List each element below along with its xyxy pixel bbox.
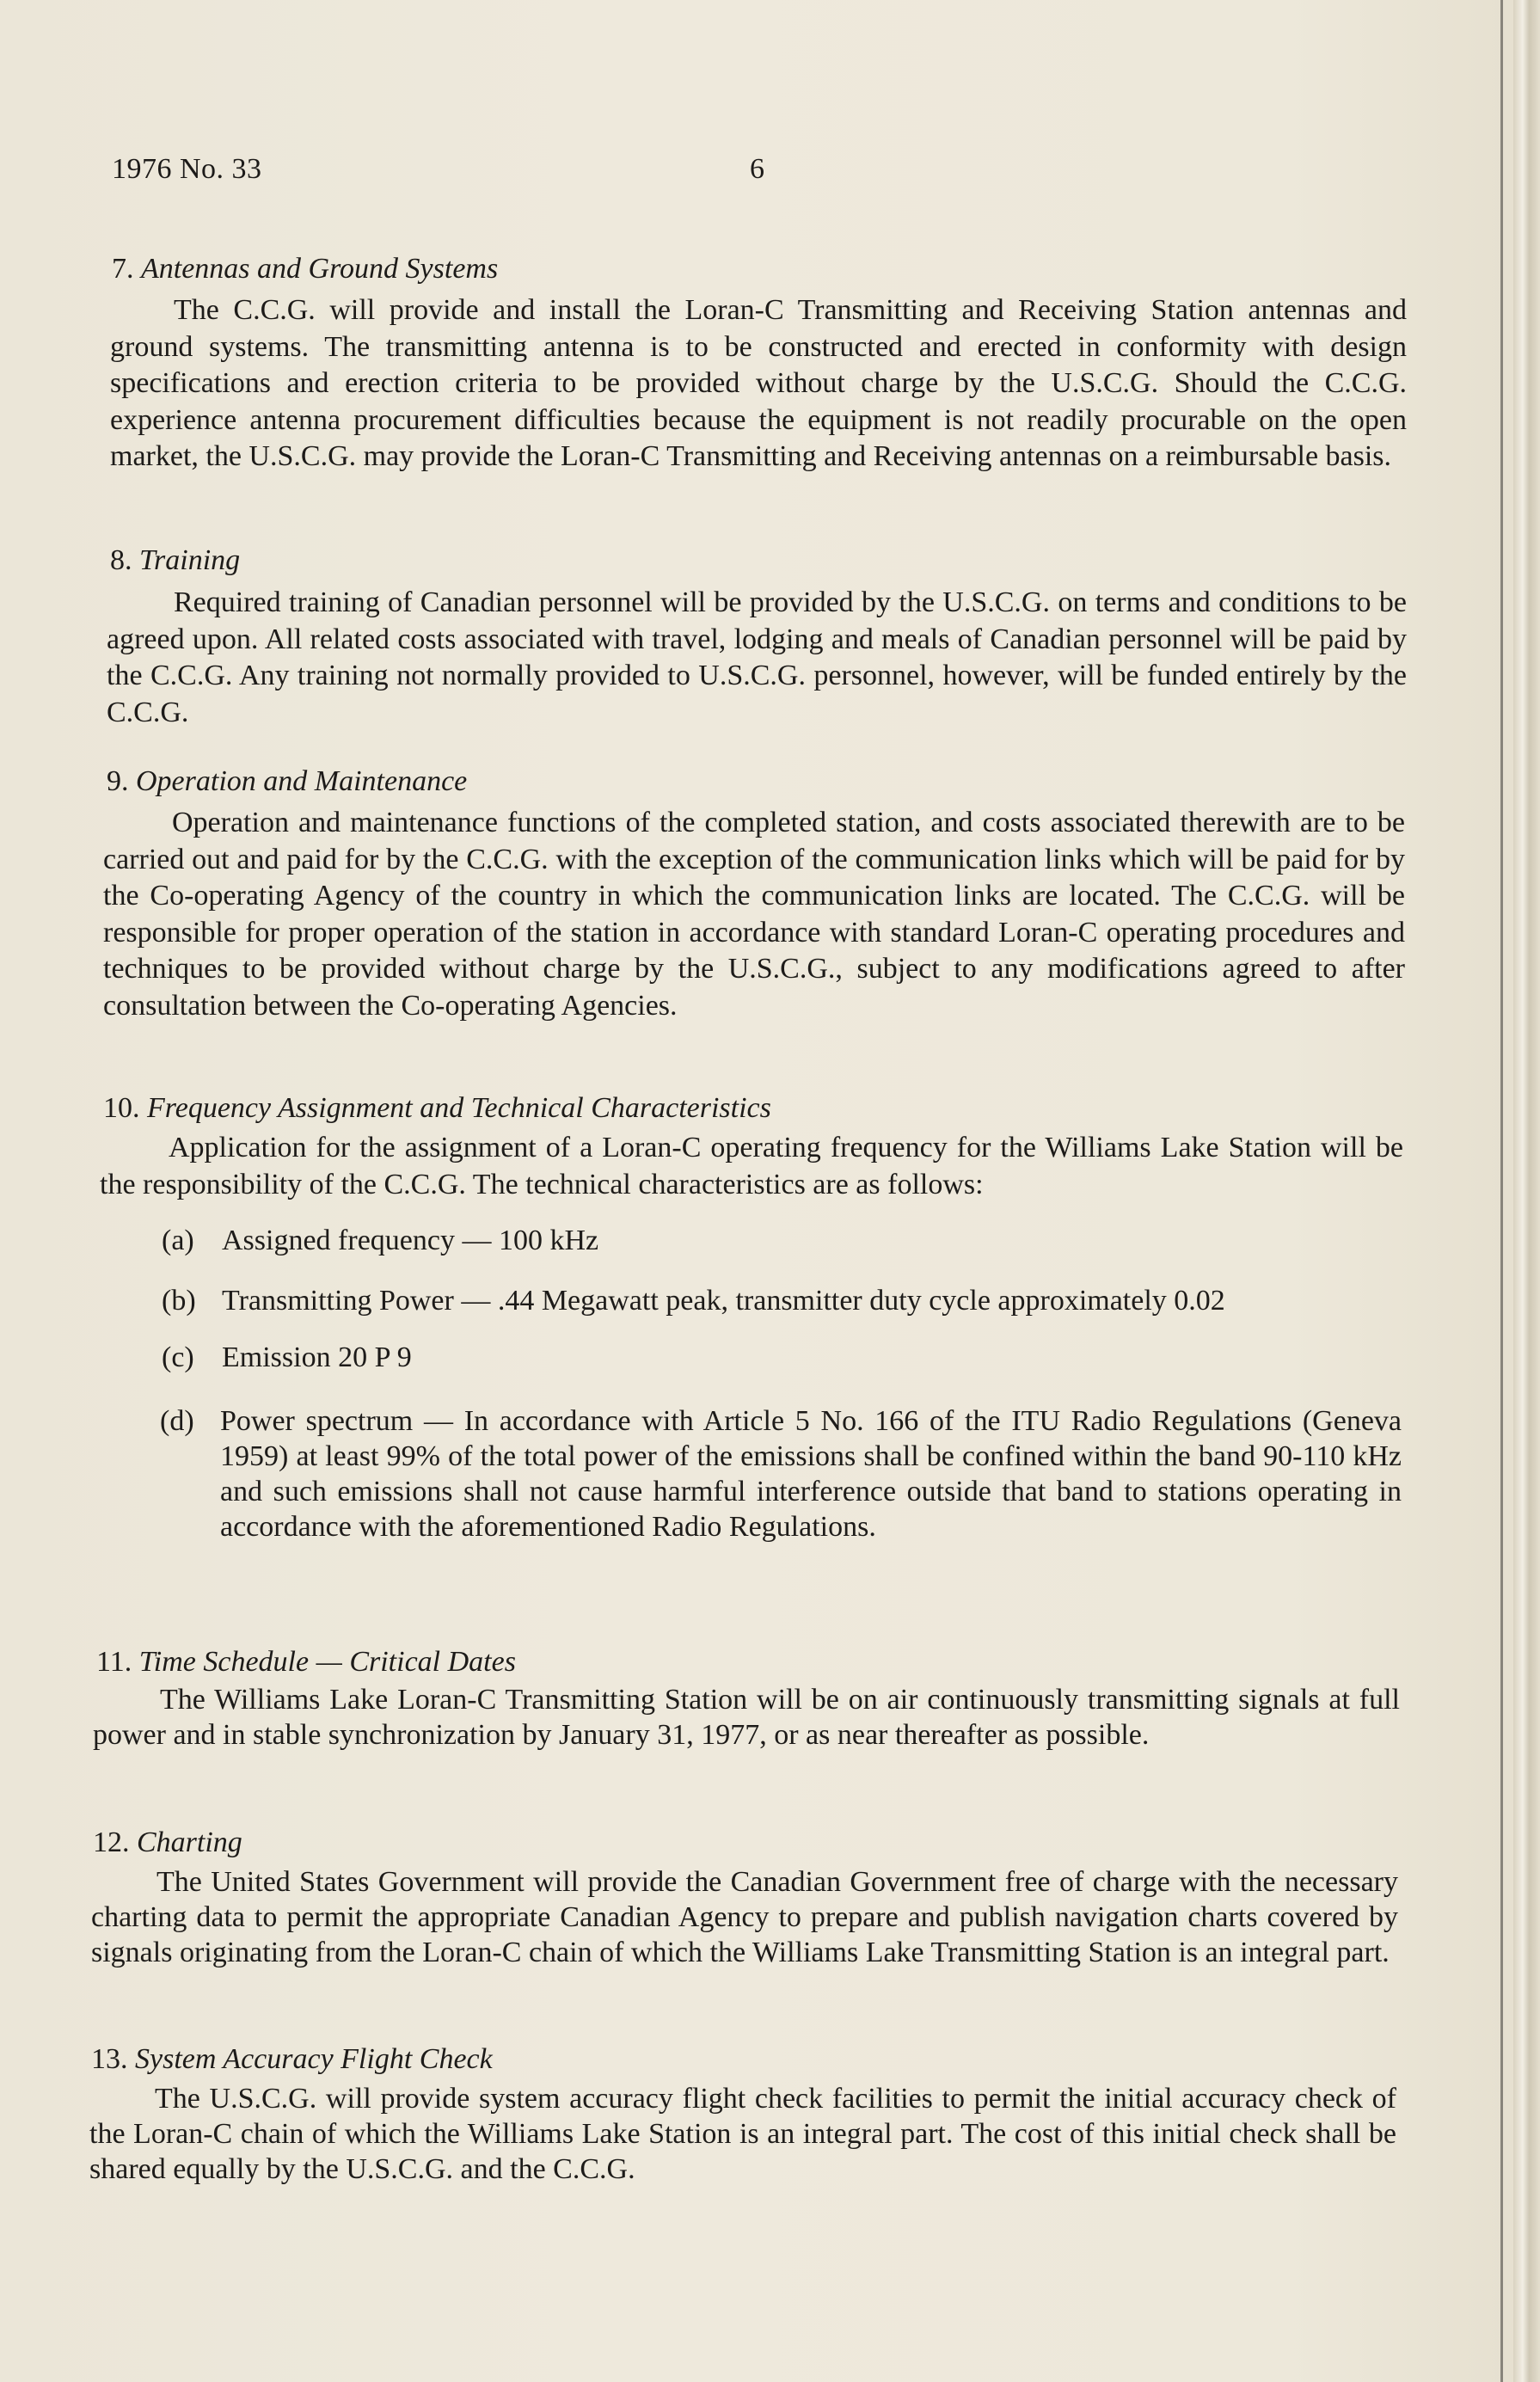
section-number: 13. — [91, 2043, 128, 2075]
binding-shadow — [1500, 0, 1503, 2382]
section-body: Operation and maintenance functions of the completed station, and costs associated therewith are to be carried out and paid for by the C.C.G. with the exception of the communication links which will be paid for by the Co-operating Agency of the country in which the communication links are located. The C.C.G. will be responsible for proper operation of the station in accordance with standard Loran-C operating procedures and techniques to be provided without charge by the U.S.C.G., subject to any modifications agreed to after consultation between the Co-operating Agencies. — [103, 807, 1405, 1022]
item-label: (d) — [160, 1405, 194, 1437]
section-heading — [93, 1826, 242, 1859]
section-body: The United States Government will provide the Canadian Government free of charge with the necessary charting data to permit the appropriate Canadian Agency to prepare and publish navigation charts covered by signals originating from the Loran-C chain of which the Williams Lake Transmitting Station is an integral part. — [91, 1866, 1398, 1968]
section-title: Frequency Assignment and Technical Characteristics — [147, 1092, 771, 1124]
section-heading — [103, 1092, 771, 1125]
section-number: 9. — [107, 765, 129, 797]
page-number: 6 — [750, 153, 765, 185]
section-body: Required training of Canadian personnel will be provided by the U.S.C.G. on terms and conditions to be agreed upon. All related costs associated with travel, lodging and meals of Canadian personnel will be paid by the C.C.G. Any training not normally provided to U.S.C.G. personnel, however, will be funded entirely by the C.C.G. — [107, 586, 1407, 728]
section-title: Time Schedule — Critical Dates — [138, 1646, 516, 1678]
section-number: 10. — [103, 1092, 140, 1124]
section-number: 7. — [112, 253, 134, 285]
section-heading — [110, 544, 240, 577]
item-text: Emission 20 P 9 — [222, 1341, 412, 1373]
item-label: (a) — [162, 1225, 194, 1256]
section-number: 12. — [93, 1826, 130, 1858]
section-body: The Williams Lake Loran-C Transmitting Station will be on air continuously transmitting signals at full power and in stable synchronization by January 31, 1977, or as near thereafter as possible. — [93, 1684, 1400, 1751]
section-heading — [91, 2043, 493, 2076]
section-number: 8. — [110, 544, 132, 576]
item-text: Transmitting Power — .44 Megawatt peak, transmitter duty cycle approximately 0.02 — [222, 1285, 1225, 1317]
section-heading — [112, 253, 498, 285]
page-edge — [1513, 0, 1540, 2382]
section-body: The U.S.C.G. will provide system accuracy flight check facilities to permit the initial accuracy check of the Loran-C chain of which the Williams Lake Station is an integral part. The cost of this initial check shall be shared equally by the U.S.C.G. and the C.C.G. — [89, 2083, 1396, 2185]
item-label: (c) — [162, 1341, 194, 1373]
section-title: Charting — [137, 1826, 242, 1858]
section-title: Antennas and Ground Systems — [141, 253, 499, 285]
item-label: (b) — [162, 1285, 196, 1317]
publication-number: 1976 No. 33 — [112, 153, 262, 185]
section-heading — [96, 1646, 516, 1679]
section-number: 11. — [96, 1646, 132, 1678]
section-body: Application for the assignment of a Loran-C operating frequency for the Williams Lake Station will be the responsibility of the C.C.G. The technical characteristics are as follows: — [100, 1132, 1403, 1200]
section-heading — [107, 765, 467, 798]
item-text: Power spectrum — In accordance with Article 5 No. 166 of the ITU Radio Regulations (Geneva 1959) at least 99% of the total power of the emissions shall be confined within the band 90-110 kHz and such emissions shall not cause harmful interference outside that band to stations operating in accordance with the aforementioned Radio Regulations. — [220, 1405, 1402, 1543]
section-title: System Accuracy Flight Check — [135, 2043, 493, 2075]
section-title: Training — [139, 544, 241, 576]
section-body: The C.C.G. will provide and install the Loran-C Transmitting and Receiving Station antennas and ground systems. The transmitting antenna is to be constructed and erected in conformity with design specifications and erection criteria to be provided without charge by the U.S.C.G. Should the C.C.G. experience antenna procurement difficulties because the equipment is not readily procurable on the open market, the U.S.C.G. may provide the Loran-C Transmitting and Receiving antennas on a reimbursable basis. — [110, 294, 1407, 472]
section-title: Operation and Maintenance — [136, 765, 468, 797]
item-text: Assigned frequency — 100 kHz — [222, 1225, 599, 1256]
